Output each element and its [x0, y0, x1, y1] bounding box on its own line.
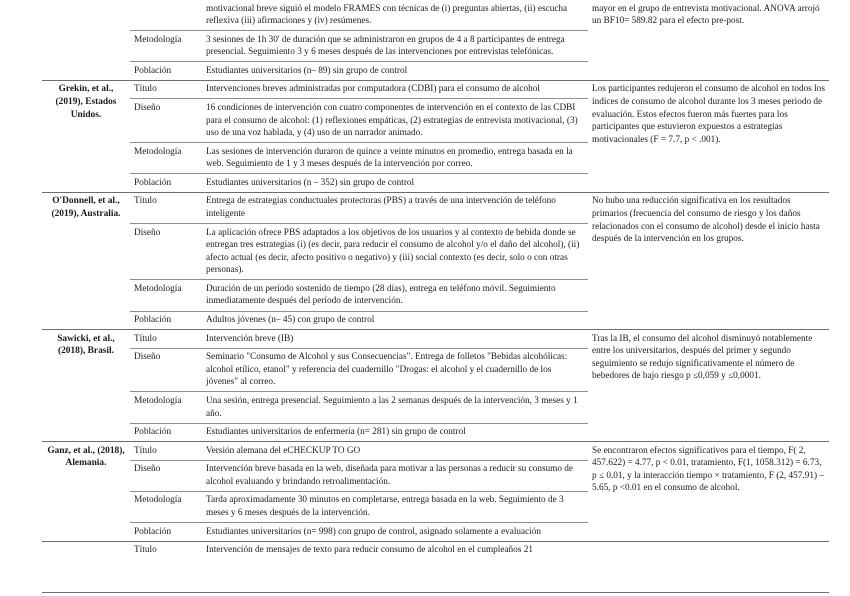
study-reference-grekin: Grekin, et al., (2019), Estados Unidos.: [42, 80, 130, 192]
row-label-poblacion: Población: [130, 311, 202, 330]
table-bottom-rule: [42, 592, 829, 593]
metodologia-description: 3 sesiones de 1h 30' de duración que se administraron en grupos de 4 a 8 participantes de entrega presencial. Seguimiento 3 y 6 meses después de las intervenciones por entrevistas telefónicas.: [202, 31, 588, 62]
row-label-titulo-cont: [130, 0, 202, 31]
study-reference-ganz: Ganz, et al., (2018), Alemania.: [42, 442, 130, 541]
table-row: [42, 541, 829, 559]
poblacion-description: Estudiantes universitarios de enfermería (n= 281) sin grupo de control: [202, 423, 588, 442]
metodologia-description: Una sesión, entrega presencial. Seguimiento a las 2 semanas después de la intervención, 3 meses y 1 año.: [202, 392, 588, 423]
titulo-description: Entrega de estrategias conductuales protectoras (PBS) a través de una intervención de teléfono inteligente: [202, 192, 588, 223]
row-label-diseno: Diseño: [130, 224, 202, 280]
titulo-description-next: Intervención de mensajes de texto para reducir consumo de alcohol en el cumpleaños 21: [202, 541, 588, 559]
diseno-description: Seminario "Consumo de Alcohol y sus Consecuencias". Entrega de folletos "Bebidas alcohólicas: alcohol etílico, etanol" y referencia del cuadernillo "Drogas: el alcohol y el cuadernillo de los jóvenes" al correo.: [202, 348, 588, 392]
study-reference: [42, 0, 130, 80]
diseno-description: 16 condiciones de intervención con cuatro componentes de intervención en el contexto de las CDBI para el consumo de alcohol: (1) reflexiones empáticas, (2) estrategias de entrevista motivacional, (3) uso de una voz hablada, y (4) uso de un narrador animado.: [202, 99, 588, 143]
results-text-odonnell: No hubo una reducción significativa en los resultados primarios (frecuencia del consumo de riesgo y los daños relacionados con el consumo de alcohol) desde el inicio hasta después de la intervención en los grupos.: [588, 192, 829, 329]
diseno-description: Intervención breve basada en la web, diseñada para motivar a las personas a reducir su consumo de alcohol evaluando y brindando retroalimentación.: [202, 460, 588, 491]
row-label-diseno: Diseño: [130, 460, 202, 491]
row-label-diseno: Diseño: [130, 348, 202, 392]
diseno-description: La aplicación ofrece PBS adaptados a los objetivos de los usuarios y al contexto de bebida donde se entregan tres estrategias (i) (es decir, para reducir el consumo de alcohol y/o el daño del alcohol), (ii) afecto actual (es decir, afecto positivo o negativo) y (iii) social contexto (es decir, solo o con otras personas).: [202, 224, 588, 280]
results-text-grekin: Los participantes redujeron el consumo de alcohol en todos los índices de consumo de alcohol durante los 3 meses periodo de evaluación. Estos efectos fueron más fuertes para los participantes que estuvieron expuestos a estrategias motivacionales (F = 7.7, p < .001).: [588, 80, 829, 192]
metodologia-description: Duración de un período sostenido de tiempo (28 días), entrega en teléfono móvil. Seguimiento inmediatamente después del período de intervención.: [202, 280, 588, 311]
results-text-sawicki: Tras la IB, el consumo del alcohol disminuyó notablemente entre los universitarios, después del primer y segundo seguimiento se redujo significativamente el número de bebedores de bajo riesgo p ≤0,059 y ≤0,0001.: [588, 330, 829, 442]
results-text-ganz: Se encontraron efectos significativos para el tiempo, F( 2, 457.622) = 4.77, p < 0.01, tratamiento, F(1, 1058.312) = 6.73, p ≤ 0.01, y la interacción tiempo × tratamiento, F (2, 457.91) – 5.65, p <0.01 en el consumo de alcohol.: [588, 442, 829, 541]
metodologia-description: Las sesiones de intervención duraron de quince a veinte minutos en promedio, entrega basada en la web. Seguimiento de 1 y 3 meses después de la intervención por correo.: [202, 143, 588, 174]
row-label-titulo: Título: [130, 330, 202, 349]
table-row: [42, 0, 829, 31]
row-label-metodologia: Metodología: [130, 31, 202, 62]
metodologia-description: Tarda aproximadamente 30 minutos en completarse, entrega basada en la web. Seguimiento de 3 meses y 6 meses después de la intervención.: [202, 491, 588, 522]
results-text: mayor en el grupo de entrevista motivacional. ANOVA arrojó un BF10= 589.82 para el efecto pre-post.: [588, 0, 829, 80]
study-reference-sawicki: Sawicki, et al., (2018), Brasil.: [42, 330, 130, 442]
row-label-titulo: Título: [130, 541, 202, 559]
table-row: [42, 80, 829, 99]
titulo-description: Versión alemana del eCHECKUP TO GO: [202, 442, 588, 461]
row-label-poblacion: Población: [130, 174, 202, 193]
titulo-description: Intervenciones breves administradas por computadora (CDBI) para el consumo de alcohol: [202, 80, 588, 99]
row-label-titulo: Título: [130, 80, 202, 99]
row-label-metodologia: Metodología: [130, 392, 202, 423]
table-row: [42, 192, 829, 223]
row-label-diseno: Diseño: [130, 99, 202, 143]
row-label-metodologia: Metodología: [130, 280, 202, 311]
poblacion-description: Adultos jóvenes (n– 45) con grupo de control: [202, 311, 588, 330]
row-label-poblacion: Población: [130, 423, 202, 442]
results-text-next: [588, 541, 829, 559]
row-label-metodologia: Metodología: [130, 491, 202, 522]
row-label-poblacion: Población: [130, 62, 202, 81]
row-label-titulo: Título: [130, 442, 202, 461]
table-row: [42, 442, 829, 461]
row-label-metodologia: Metodología: [130, 143, 202, 174]
study-reference-odonnell: O'Donnell, et al., (2019), Australia.: [42, 192, 130, 329]
study-reference-next: [42, 541, 130, 559]
poblacion-description: Estudiantes universitarios (n– 89) sin grupo de control: [202, 62, 588, 81]
poblacion-description: Estudiantes universitarios (n= 998) con grupo de control, asignado solamente a evaluación: [202, 523, 588, 542]
table-row: [42, 330, 829, 349]
studies-comparison-table: [42, 0, 829, 559]
titulo-description-cont: motivacional breve siguió el modelo FRAMES con técnicas de (i) preguntas abiertas, (ii) escucha reflexiva (iii) afirmaciones y (iv) resúmenes.: [202, 0, 588, 31]
row-label-titulo: Título: [130, 192, 202, 223]
poblacion-description: Estudiantes universitarios (n – 352) sin grupo de control: [202, 174, 588, 193]
titulo-description: Intervención breve (IB): [202, 330, 588, 349]
row-label-poblacion: Población: [130, 523, 202, 542]
